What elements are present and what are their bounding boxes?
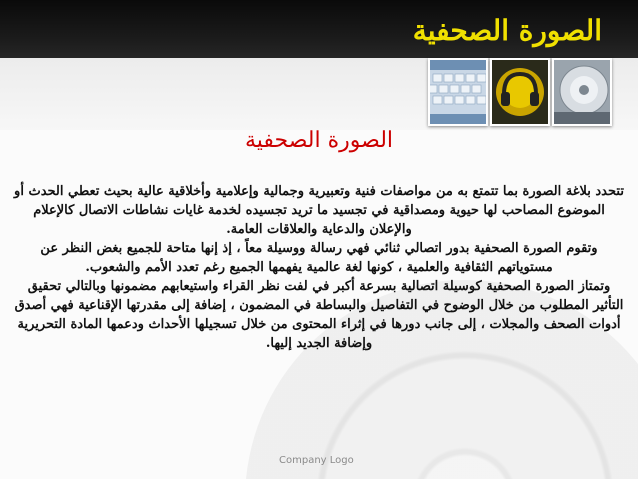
headphones-icon [492, 60, 548, 124]
slide-content [14, 126, 624, 353]
cd-drive-thumbnail [552, 58, 612, 126]
paragraph-3: وتمتاز الصورة الصحفية كوسيلة اتصالية بسرعة أكبر في لفت نظر القراء واستيعابهم مضمونها وبالتالي تحقيق التأثير المطلوب من خلال الوضوح في التفاصيل والبساطة في المضمون ، إضافة إلى مقدرتها الإقناعية فهي أصدق أدوات الصحف والمجلات ، إلى جانب دورها في إثراء المحتوى من خلال تسجيلها الأحداث ودعمها المادة التحريرية وإضافة الجديد إليها. [14, 279, 624, 351]
title-bar [0, 0, 638, 58]
content-heading: الصورة الصحفية [244, 128, 394, 153]
company-logo-text: Company Logo [279, 455, 354, 466]
keyboard-icon [430, 60, 486, 124]
paragraph-2: وتقوم الصورة الصحفية بدور اتصالي ثنائي فهي رسالة ووسيلة معاً ، إذ إنها متاحة للجميع بغض النظر عن مستوياتهم الثقافية والعلمية ، كونها لغة عالمية يفهمها الجميع رغم تعدد الأمم والشعوب. [40, 241, 598, 275]
cd-icon [554, 60, 610, 124]
paragraph-1: تتحدد بلاغة الصورة بما تتمتع به من مواصفات فنية وتعبيرية وجمالية وإعلامية وأخلاقية عالية بحيث تعطي الحدث أو الموضوع المصاحب لها حيوية ومصداقية في تجسيد ما تريد تجسيده لخدمة غايات نشاطات الاتصال كالإعلام والإعلان والدعاية والعلاقات العامة. [14, 184, 624, 237]
headphones-thumbnail [490, 58, 550, 126]
slide-title: الصورة الصحفية [412, 14, 602, 47]
keyboard-thumbnail [428, 58, 488, 126]
